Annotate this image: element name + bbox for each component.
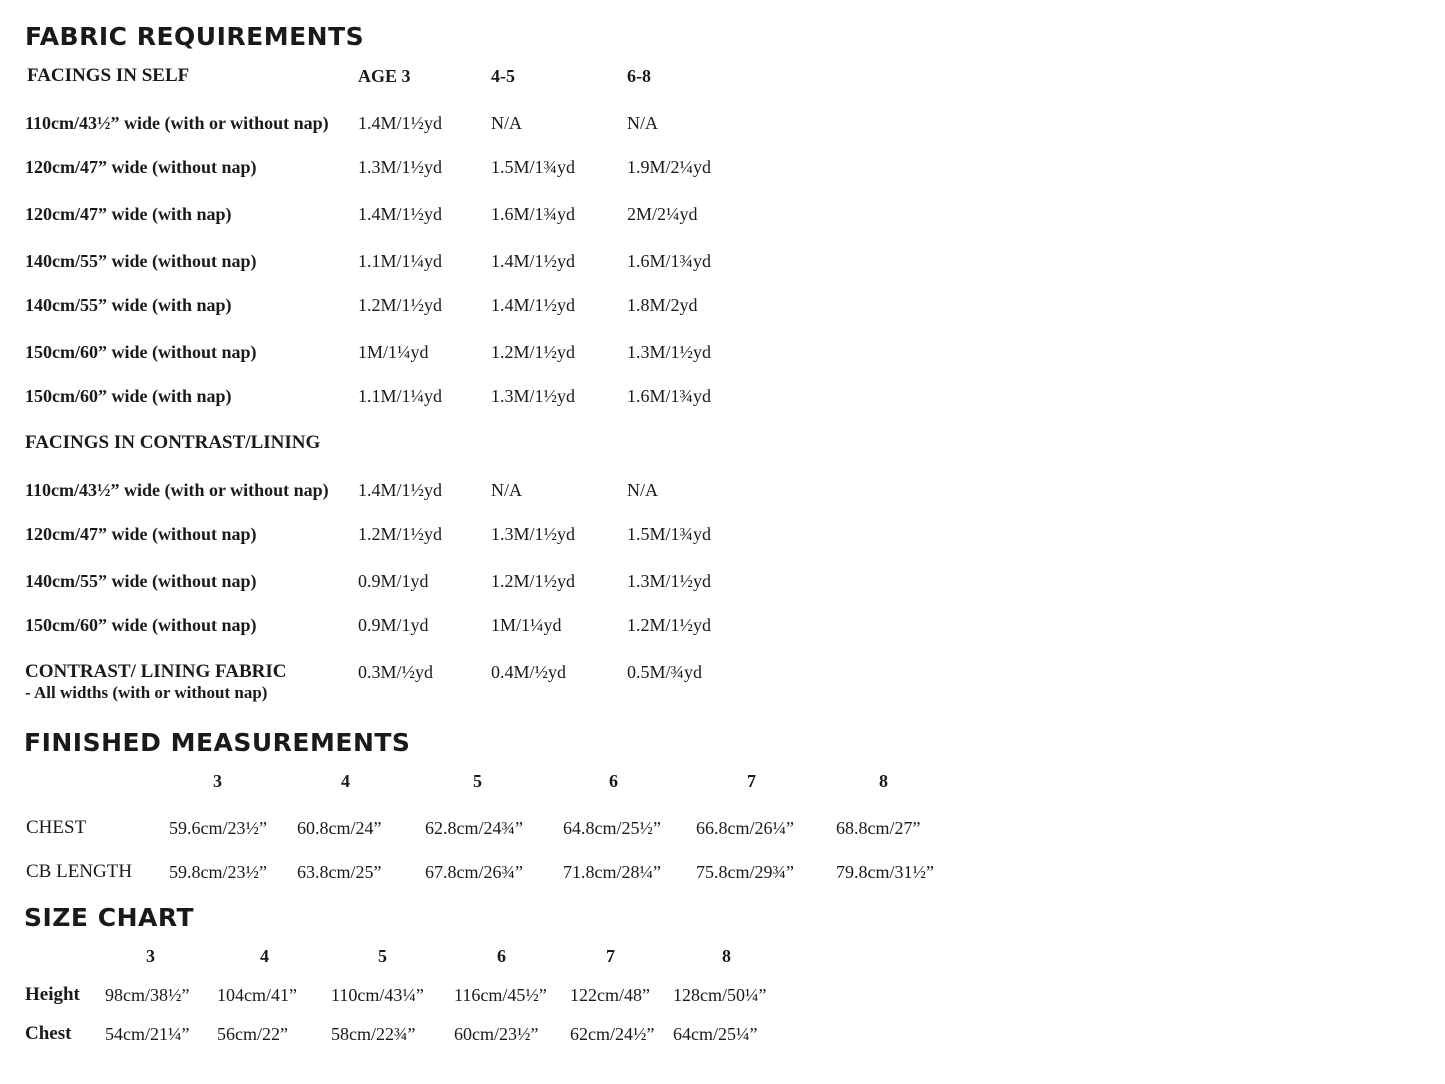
row-value: N/A: [491, 480, 522, 500]
row-value: 56cm/22”: [217, 1024, 288, 1044]
sizechart-size-col: 3: [146, 946, 155, 966]
row-value: 60cm/23½”: [454, 1024, 539, 1044]
row-value: 1.2M/1½yd: [358, 295, 443, 315]
row-value: 1.6M/1¾yd: [627, 251, 712, 271]
row-value: N/A: [627, 480, 658, 500]
lining-sublabel: - All widths (with or without nap): [25, 683, 268, 702]
row-value: 1.3M/1½yd: [358, 157, 443, 177]
row-label: CHEST: [26, 817, 87, 838]
row-value: 67.8cm/26¾”: [425, 862, 523, 882]
row-value: 62.8cm/24¾”: [425, 818, 523, 838]
sizechart-size-col: 8: [722, 946, 731, 966]
row-value: 79.8cm/31½”: [836, 862, 934, 882]
row-label: 120cm/47” wide (without nap): [25, 157, 257, 177]
finished-size-col: 5: [473, 771, 482, 791]
finished-size-col: 3: [213, 771, 222, 791]
row-value: 2M/2¼yd: [627, 204, 698, 224]
finished-measurements-title: FINISHED MEASUREMENTS: [24, 728, 411, 757]
row-label: 120cm/47” wide (without nap): [25, 524, 257, 544]
sizechart-size-col: 7: [606, 946, 615, 966]
row-value: 0.9M/1yd: [358, 615, 429, 635]
row-value: 1.5M/1¾yd: [627, 524, 712, 544]
row-value: 75.8cm/29¾”: [696, 862, 794, 882]
finished-size-col: 6: [609, 771, 618, 791]
row-value: 104cm/41”: [217, 985, 297, 1005]
row-label: 150cm/60” wide (without nap): [25, 342, 257, 362]
row-value: 1M/1¼yd: [358, 342, 429, 362]
row-value: 71.8cm/28¼”: [563, 862, 661, 882]
row-value: 1.3M/1½yd: [627, 342, 712, 362]
row-value: 1.3M/1½yd: [627, 571, 712, 591]
row-value: 68.8cm/27”: [836, 818, 921, 838]
row-value: 62cm/24½”: [570, 1024, 655, 1044]
row-value: 1M/1¼yd: [491, 615, 562, 635]
row-label: Chest: [25, 1023, 72, 1044]
row-value: 116cm/45½”: [454, 985, 547, 1005]
row-label: 140cm/55” wide (without nap): [25, 251, 257, 271]
row-value: 128cm/50¼”: [673, 985, 767, 1005]
facings-in-self-heading: FACINGS IN SELF: [27, 65, 190, 86]
row-value: N/A: [491, 113, 522, 133]
row-value: 0.4M/½yd: [491, 662, 567, 682]
row-label: CB LENGTH: [26, 861, 133, 882]
row-label: 110cm/43½” wide (with or without nap): [25, 480, 329, 500]
row-label: 120cm/47” wide (with nap): [25, 204, 232, 224]
finished-size-col: 8: [879, 771, 888, 791]
col-age-6-8: 6-8: [627, 66, 651, 86]
row-value: 1.3M/1½yd: [491, 386, 576, 406]
row-label: 140cm/55” wide (without nap): [25, 571, 257, 591]
size-chart-title: SIZE CHART: [24, 903, 195, 932]
row-value: 1.6M/1¾yd: [491, 204, 576, 224]
row-value: 98cm/38½”: [105, 985, 190, 1005]
row-value: 54cm/21¼”: [105, 1024, 190, 1044]
row-value: 1.2M/1½yd: [627, 615, 712, 635]
facings-in-contrast-heading: FACINGS IN CONTRAST/LINING: [25, 432, 321, 453]
sizechart-size-col: 4: [260, 946, 269, 966]
row-value: 1.2M/1½yd: [491, 571, 576, 591]
row-label: 150cm/60” wide (with nap): [25, 386, 232, 406]
row-value: 0.5M/¾yd: [627, 662, 703, 682]
row-value: 1.4M/1½yd: [491, 295, 576, 315]
row-value: 66.8cm/26¼”: [696, 818, 794, 838]
row-label: Height: [25, 984, 80, 1005]
row-label: 150cm/60” wide (without nap): [25, 615, 257, 635]
row-value: 1.1M/1¼yd: [358, 386, 443, 406]
row-value: 110cm/43¼”: [331, 985, 424, 1005]
lining-label: CONTRAST/ LINING FABRIC: [25, 661, 287, 682]
row-value: 64cm/25¼”: [673, 1024, 758, 1044]
row-value: 63.8cm/25”: [297, 862, 382, 882]
row-value: 122cm/48”: [570, 985, 650, 1005]
row-value: 1.8M/2yd: [627, 295, 698, 315]
sizechart-size-col: 5: [378, 946, 387, 966]
fabric-requirements-title: FABRIC REQUIREMENTS: [25, 22, 365, 51]
row-value: 1.1M/1¼yd: [358, 251, 443, 271]
row-value: 1.9M/2¼yd: [627, 157, 712, 177]
row-value: 1.6M/1¾yd: [627, 386, 712, 406]
col-age-4-5: 4-5: [491, 66, 515, 86]
col-age-3: AGE 3: [358, 66, 411, 86]
row-label: 140cm/55” wide (with nap): [25, 295, 232, 315]
row-value: N/A: [627, 113, 658, 133]
row-value: 1.4M/1½yd: [358, 204, 443, 224]
row-value: 64.8cm/25½”: [563, 818, 661, 838]
row-value: 0.9M/1yd: [358, 571, 429, 591]
row-label: 110cm/43½” wide (with or without nap): [25, 113, 329, 133]
row-value: 1.4M/1½yd: [358, 113, 443, 133]
row-value: 1.4M/1½yd: [358, 480, 443, 500]
finished-size-col: 4: [341, 771, 350, 791]
row-value: 1.5M/1¾yd: [491, 157, 576, 177]
row-value: 59.6cm/23½”: [169, 818, 267, 838]
row-value: 1.3M/1½yd: [491, 524, 576, 544]
row-value: 1.4M/1½yd: [491, 251, 576, 271]
row-value: 60.8cm/24”: [297, 818, 382, 838]
row-value: 1.2M/1½yd: [358, 524, 443, 544]
finished-size-col: 7: [747, 771, 756, 791]
row-value: 59.8cm/23½”: [169, 862, 267, 882]
row-value: 1.2M/1½yd: [491, 342, 576, 362]
row-value: 0.3M/½yd: [358, 662, 434, 682]
sizechart-size-col: 6: [497, 946, 506, 966]
row-value: 58cm/22¾”: [331, 1024, 416, 1044]
